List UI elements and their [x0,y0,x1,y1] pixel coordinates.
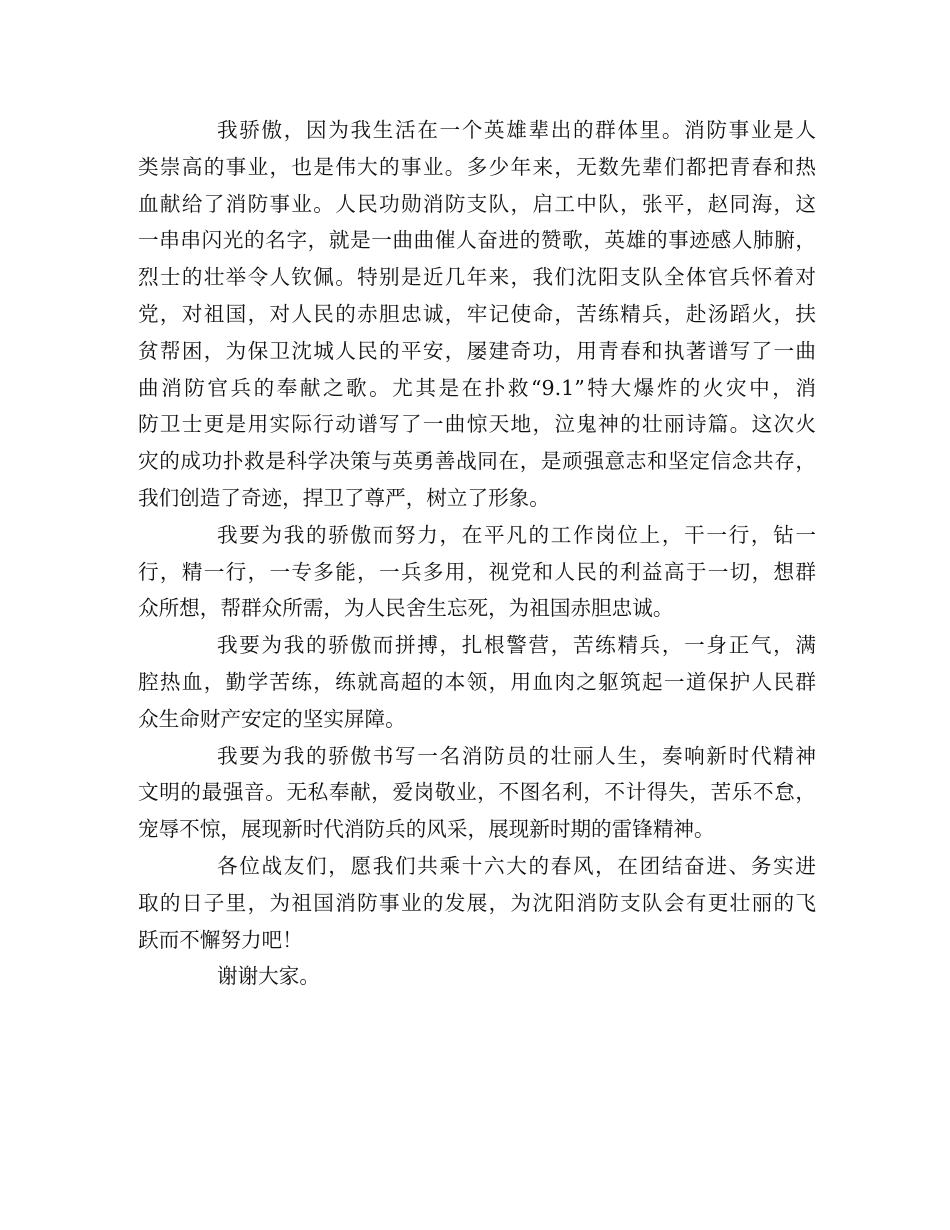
text-line: 我要为我的骄傲而拼搏，扎根警营，苦练精兵，一身正气，满 [217,633,816,658]
text-line: 我们创造了奇迹，捍卫了尊严，树立了形象。 [138,485,550,510]
text-line: 跃而不懈努力吧！ [138,927,303,952]
text-line: 烈士的壮举令人钦佩。特别是近几年来，我们沈阳支队全体官兵怀着对 [138,265,816,290]
text-line: 曲消防官兵的奉献之歌。尤其是在扑救“9.1”特大爆炸的火灾中，消 [138,375,816,400]
text-line: 我要为我的骄傲书写一名消防员的壮丽人生，奏响新时代精神 [217,743,816,768]
text-line: 取的日子里，为祖国消防事业的发展，为沈阳消防支队会有更壮丽的飞 [138,890,816,915]
text-line: 宠辱不惊，展现新时代消防兵的风采，展现新时期的雷锋精神。 [138,817,715,842]
text-line: 党，对祖国，对人民的赤胆忠诚，牢记使命，苦练精兵，赴汤蹈火，扶 [138,301,816,326]
text-line: 腔热血，勤学苦练，练就高超的本领，用血肉之躯筑起一道保护人民群 [138,669,816,694]
text-line: 文明的最强音。无私奉献，爱岗敬业，不图名利，不计得失，苦乐不怠， [138,780,816,805]
text-line: 血献给了消防事业。人民功勋消防支队，启工中队，张平，赵同海，这 [138,191,816,216]
text-line: 灾的成功扑救是科学决策与英勇善战同在，是顽强意志和坚定信念共存， [138,449,816,474]
text-line: 防卫士更是用实际行动谱写了一曲惊天地，泣鬼神的壮丽诗篇。这次火 [138,412,816,437]
text-line: 众所想，帮群众所需，为人民舍生忘死，为祖国赤胆忠诚。 [138,596,674,621]
document-body [138,112,816,995]
text-line: 谢谢大家。 [217,964,320,989]
text-line: 类崇高的事业，也是伟大的事业。多少年来，无数先辈们都把青春和热 [138,154,816,179]
text-line: 我骄傲，因为我生活在一个英雄辈出的群体里。消防事业是人 [217,118,816,142]
text-line: 众生命财产安定的坚实屏障。 [138,706,406,731]
text-line: 一串串闪光的名字，就是一曲曲催人奋进的赞歌，英雄的事迹感人肺腑， [138,228,816,253]
text-line: 各位战友们，愿我们共乘十六大的春风，在团结奋进、务实进 [217,853,816,878]
text-line: 我要为我的骄傲而努力，在平凡的工作岗位上，干一行，钻一 [217,522,816,547]
text-line: 贫帮困，为保卫沈城人民的平安，屡建奇功，用青春和执著谱写了一曲 [138,338,816,363]
text-line: 行，精一行，一专多能，一兵多用，视党和人民的利益高于一切，想群 [138,559,816,584]
